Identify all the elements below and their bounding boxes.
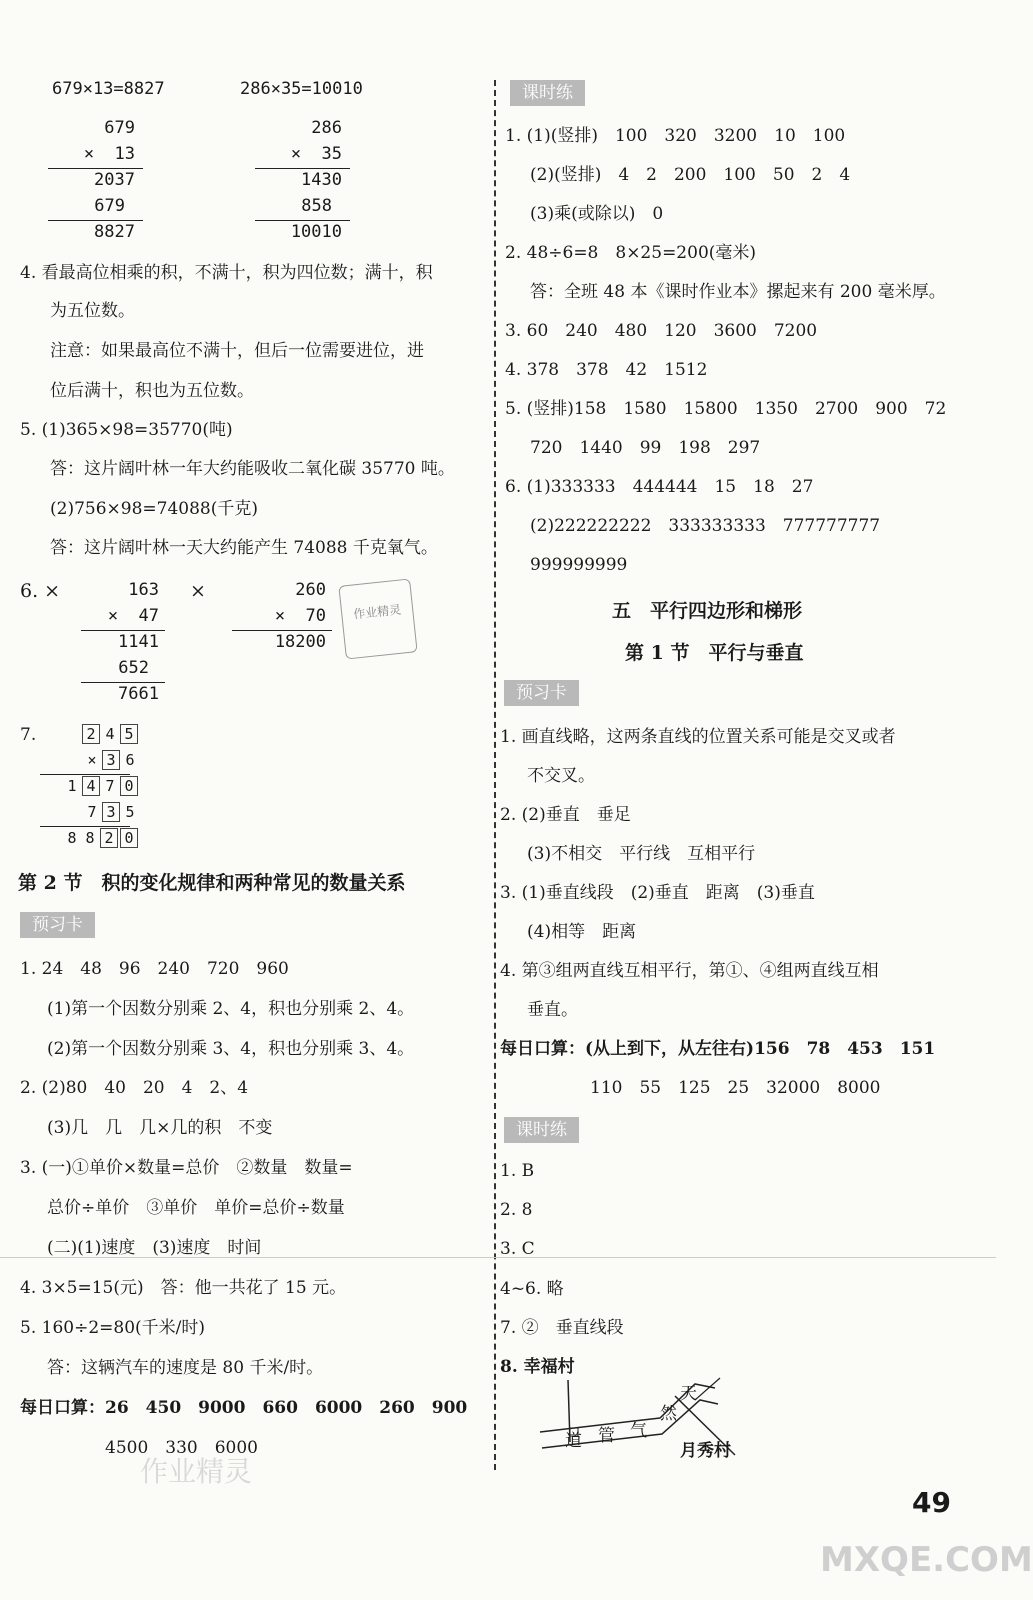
map-village-label: 月秀村: [680, 1441, 731, 1461]
tag-practice: 课时练: [510, 80, 585, 106]
k-line: 4~6. 略: [500, 1279, 564, 1299]
map-char: 气: [630, 1421, 647, 1441]
daily-calc: 每日口算：26 450 9000 660 6000 260 900: [20, 1398, 468, 1418]
k-line: 3. C: [500, 1239, 535, 1259]
digit: 8: [67, 829, 77, 847]
calc-row: × 47: [107, 606, 159, 626]
p-line: 1. (1)(竖排) 100 320 3200 10 100: [505, 126, 846, 146]
p-line: 720 1440 99 198 297: [530, 438, 761, 458]
pre-line: 1. 画直线略，这两条直线的位置关系可能是交叉或者: [500, 727, 896, 747]
s2-line: 4. 3×5=15(元) 答：他一共花了 15 元。: [20, 1278, 347, 1298]
calc-row: 1430: [301, 170, 342, 190]
q6-label: 6. ×: [20, 580, 61, 602]
pre-line: 4. 第③组两直线互相平行，第①、④组两直线互相: [500, 961, 879, 981]
calc-a-title: 679×13=8827: [52, 79, 165, 99]
calc-row: × 35: [290, 144, 342, 164]
s2-line: 5. 160÷2=80(千米/时): [20, 1318, 205, 1338]
pre-line: 垂直。: [527, 1000, 578, 1020]
p-line: (2)(竖排) 4 2 200 100 50 2 4: [530, 165, 851, 185]
q7-row: [82, 724, 140, 744]
q4-line: 4. 看最高位相乘的积，不满十，积为四位数；满十，积: [20, 263, 433, 283]
digit: 4: [105, 725, 115, 743]
map-char: 天: [680, 1384, 697, 1404]
q4-line: 为五位数。: [50, 301, 135, 321]
vertical-calc-a: [48, 116, 143, 246]
vertical-calc-d: [232, 578, 332, 658]
column-divider: [494, 80, 496, 1470]
calc-rule: [40, 774, 130, 775]
filled-digit-box: 5: [120, 724, 138, 744]
chapter-title: 五 平行四边形和梯形: [612, 600, 803, 622]
gas-pipeline-map: [530, 1370, 770, 1470]
calc-row: 18200: [274, 632, 326, 652]
digit: 7: [87, 803, 97, 821]
daily-calc-cont: 110 55 125 25 32000 8000: [590, 1078, 881, 1098]
corner-brand: MXQE.COM: [820, 1540, 1033, 1580]
tag-preview-card: 预习卡: [504, 680, 579, 706]
tag-practice: 课时练: [504, 1117, 579, 1143]
s2-line: 3. (一)①单价×数量=总价 ②数量 数量=: [20, 1158, 353, 1178]
calc-row: × 13: [83, 144, 135, 164]
k-line: 7. ② 垂直线段: [500, 1318, 624, 1338]
section-2-title: 第 2 节 积的变化规律和两种常见的数量关系: [18, 872, 406, 894]
q7-row: [64, 828, 140, 848]
filled-digit-box: 2: [82, 724, 100, 744]
stamp-logo: 作业精灵: [338, 578, 417, 659]
q4-line: 注意：如果最高位不满十，但后一位需要进位，进: [50, 341, 424, 361]
q5-line: 答：这片阔叶林一天大约能产生 74088 千克氧气。: [50, 538, 438, 558]
calc-row: 7661: [118, 684, 159, 704]
fold-line: [0, 1257, 996, 1258]
p-line: 2. 48÷6=8 8×25=200(毫米): [505, 243, 757, 263]
section-1-title: 第 1 节 平行与垂直: [625, 642, 804, 664]
q4-line: 位后满十，积也为五位数。: [50, 381, 254, 401]
filled-digit-box: 3: [102, 802, 120, 822]
filled-digit-box: 3: [102, 750, 120, 770]
p-line: (3)乘(或除以) 0: [530, 204, 664, 224]
digit: 7: [105, 777, 115, 795]
pre-line: (4)相等 距离: [527, 922, 637, 942]
s2-line: 1. 24 48 96 240 720 960: [20, 959, 289, 979]
q5-line: (2)756×98=74088(千克): [50, 499, 258, 519]
k-line: 8. 幸福村: [500, 1357, 575, 1377]
q5-line: 答：这片阔叶林一年大约能吸收二氧化碳 35770 吨。: [50, 459, 455, 479]
daily-calc: 每日口算：(从上到下，从左往右)156 78 453 151: [500, 1039, 936, 1059]
calc-b-title: 286×35=10010: [240, 79, 363, 99]
pre-line: 不交叉。: [527, 766, 595, 786]
p-line: 5. (竖排)158 1580 15800 1350 2700 900 72: [505, 399, 947, 419]
s2-line: 答：这辆汽车的速度是 80 千米/时。: [47, 1358, 324, 1378]
q7-row: [84, 802, 140, 822]
filled-digit-box: 4: [82, 776, 100, 796]
digit: ×: [87, 751, 97, 769]
calc-row: 163: [128, 580, 159, 600]
filled-digit-box: 0: [120, 828, 138, 848]
calc-row: 679: [104, 118, 135, 138]
q7-row: [64, 776, 140, 796]
p-line: 3. 60 240 480 120 3600 7200: [505, 321, 818, 341]
filled-digit-box: 2: [100, 828, 118, 848]
tag-preview-card: 预习卡: [20, 912, 95, 938]
p-line: 999999999: [530, 555, 628, 575]
q7-label: 7.: [20, 725, 37, 745]
calc-row: 1141: [118, 632, 159, 652]
s2-line: (1)第一个因数分别乘 2、4，积也分别乘 2、4。: [47, 999, 415, 1019]
page-number: 49: [912, 1486, 951, 1519]
calc-row: 286: [311, 118, 342, 138]
digit: 5: [125, 803, 135, 821]
map-char: 管: [598, 1426, 615, 1446]
calc-row: 2037: [94, 170, 135, 190]
digit: 1: [67, 777, 77, 795]
perpendicular-line: [695, 1378, 720, 1400]
filled-digit-box: 0: [120, 776, 138, 796]
digit: 8: [85, 829, 95, 847]
s2-line: 2. (2)80 40 20 4 2、4: [20, 1078, 249, 1098]
q5-line: 5. (1)365×98=35770(吨): [20, 420, 233, 440]
calc-row: × 70: [274, 606, 326, 626]
p-line: 6. (1)333333 444444 15 18 27: [505, 477, 814, 497]
s2-line: (2)第一个因数分别乘 3、4，积也分别乘 3、4。: [47, 1039, 415, 1059]
pre-line: 2. (2)垂直 垂足: [500, 805, 631, 825]
calc-row: 679: [94, 196, 125, 216]
p-line: 答：全班 48 本《课时作业本》摞起来有 200 毫米厚。: [530, 282, 946, 302]
pre-line: 3. (1)垂直线段 (2)垂直 距离 (3)垂直: [500, 883, 815, 903]
vertical-calc-c: [75, 578, 165, 708]
calc-row: 260: [295, 580, 326, 600]
s2-line: 总价÷单价 ③单价 单价=总价÷数量: [47, 1198, 345, 1218]
p-line: (2)222222222 333333333 777777777: [530, 516, 881, 536]
daily-calc-cont: 4500 330 6000: [105, 1438, 258, 1458]
calc-rule: [40, 826, 130, 827]
calc-row: 858: [301, 196, 332, 216]
q7-row: [84, 750, 140, 770]
s2-line: (3)几 几 几×几的积 不变: [47, 1118, 273, 1138]
k-line: 1. B: [500, 1161, 535, 1181]
calc-row: 8827: [94, 222, 135, 242]
watermark: 作业精灵: [140, 1455, 253, 1488]
vertical-calc-b: [255, 116, 350, 246]
map-char: 道: [565, 1431, 582, 1451]
s2-line: (二)(1)速度 (3)速度 时间: [47, 1238, 262, 1258]
k-line: 2. 8: [500, 1200, 533, 1220]
p-line: 4. 378 378 42 1512: [505, 360, 708, 380]
pre-line: (3)不相交 平行线 互相平行: [527, 844, 756, 864]
wrong-mark: ×: [190, 580, 206, 602]
map-char: 然: [660, 1404, 677, 1424]
calc-row: 652: [118, 658, 149, 678]
digit: 6: [125, 751, 135, 769]
calc-row: 10010: [290, 222, 342, 242]
